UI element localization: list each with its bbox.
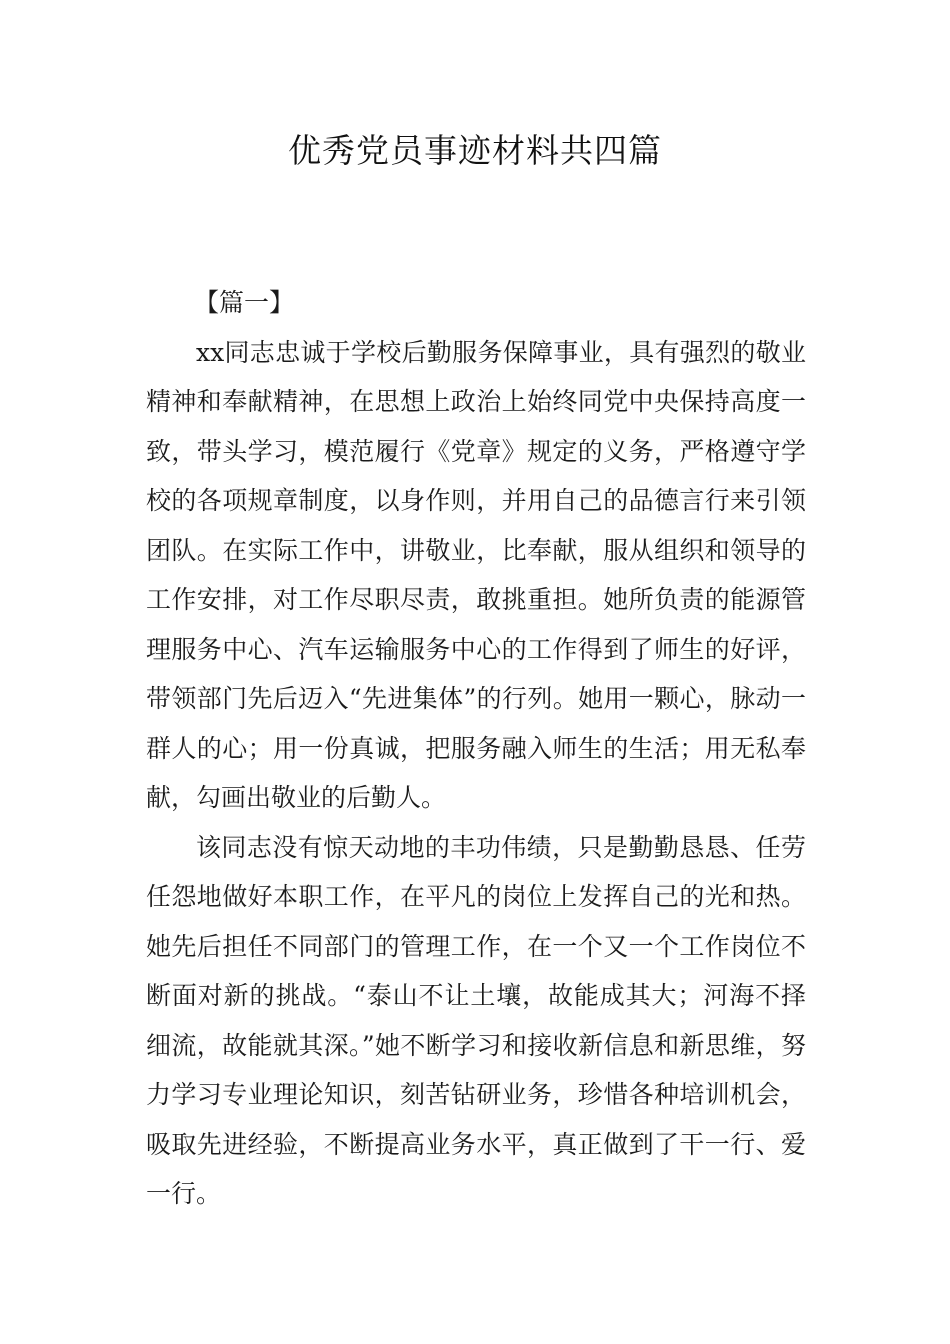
paragraph-2: 该同志没有惊天动地的丰功伟绩，只是勤勤恳恳、任劳任怨地做好本职工作，在平凡的岗位上发挥自己的光和热。她先后担任不同部门的管理工作，在一个又一个工作岗位不断面对新的挑战。“泰山不让土壤，故能成其大；河海不择细流，故能就其深。”她不断学习和接收新信息和新思维，努力学习专业理论知识，刻苦钻研业务，珍惜各种培训机会，吸取先进经验，不断提高业务水平，真正做到了干一行、爱一行。: [146, 832, 806, 1208]
paragraph-1: xx同志忠诚于学校后勤服务保障事业，具有强烈的敬业精神和奉献精神，在思想上政治上始终同党中央保持高度一致，带头学习，模范履行《党章》规定的义务，严格遵守学校的各项规章制度，以身作则，并用自己的品德言行来引领团队。在实际工作中，讲敬业，比奉献，服从组织和领导的工作安排，对工作尽职尽责，敢挑重担。她所负责的能源管理服务中心、汽车运输服务中心的工作得到了师生的好评，带领部门先后迈入“先进集体”的行列。她用一颗心，脉动一群人的心；用一份真诚，把服务融入师生的生活；用无私奉献，勾画出敬业的后勤人。: [146, 337, 806, 812]
document-body: [146, 278, 806, 1219]
document-title: 优秀党员事迹材料共四篇: [288, 131, 662, 170]
section-label: 【篇一】: [194, 288, 295, 317]
